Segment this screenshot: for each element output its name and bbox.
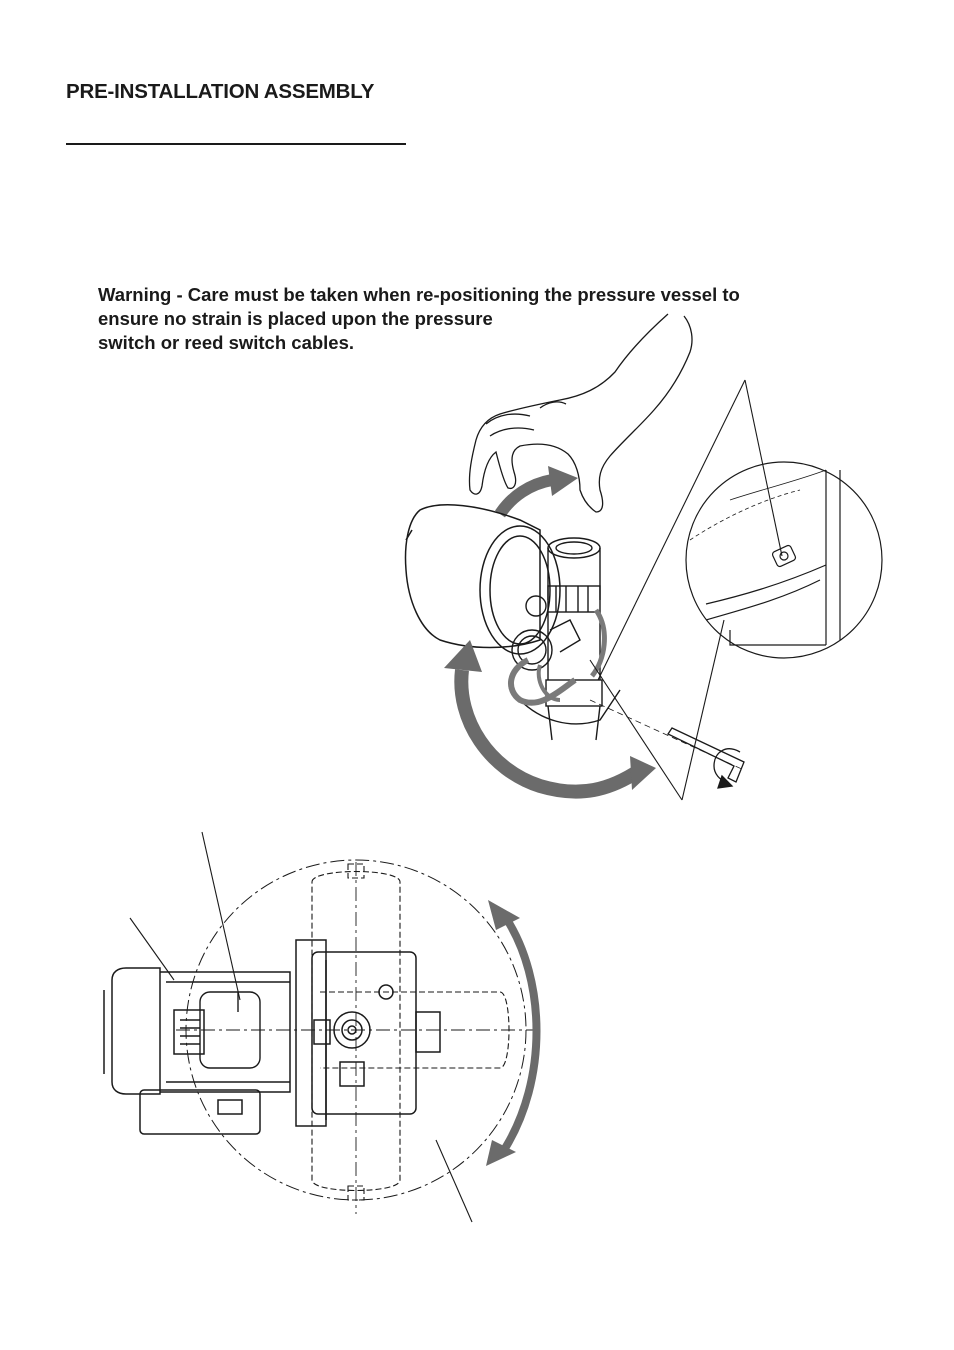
motor (104, 968, 290, 1134)
rotate-arrow-bidirectional (504, 918, 537, 1150)
warning-line-3: switch or reed switch cables. (98, 332, 355, 353)
warning-line-2: ensure no strain is placed upon the pressure (98, 308, 493, 329)
pump-body (296, 940, 440, 1126)
warning-line-1: Warning - Care must be taken when re-positioning the pressure vessel to (98, 284, 740, 305)
page-title: PRE-INSTALLATION ASSEMBLY (66, 80, 375, 103)
lower-leader-lines (130, 832, 472, 1222)
